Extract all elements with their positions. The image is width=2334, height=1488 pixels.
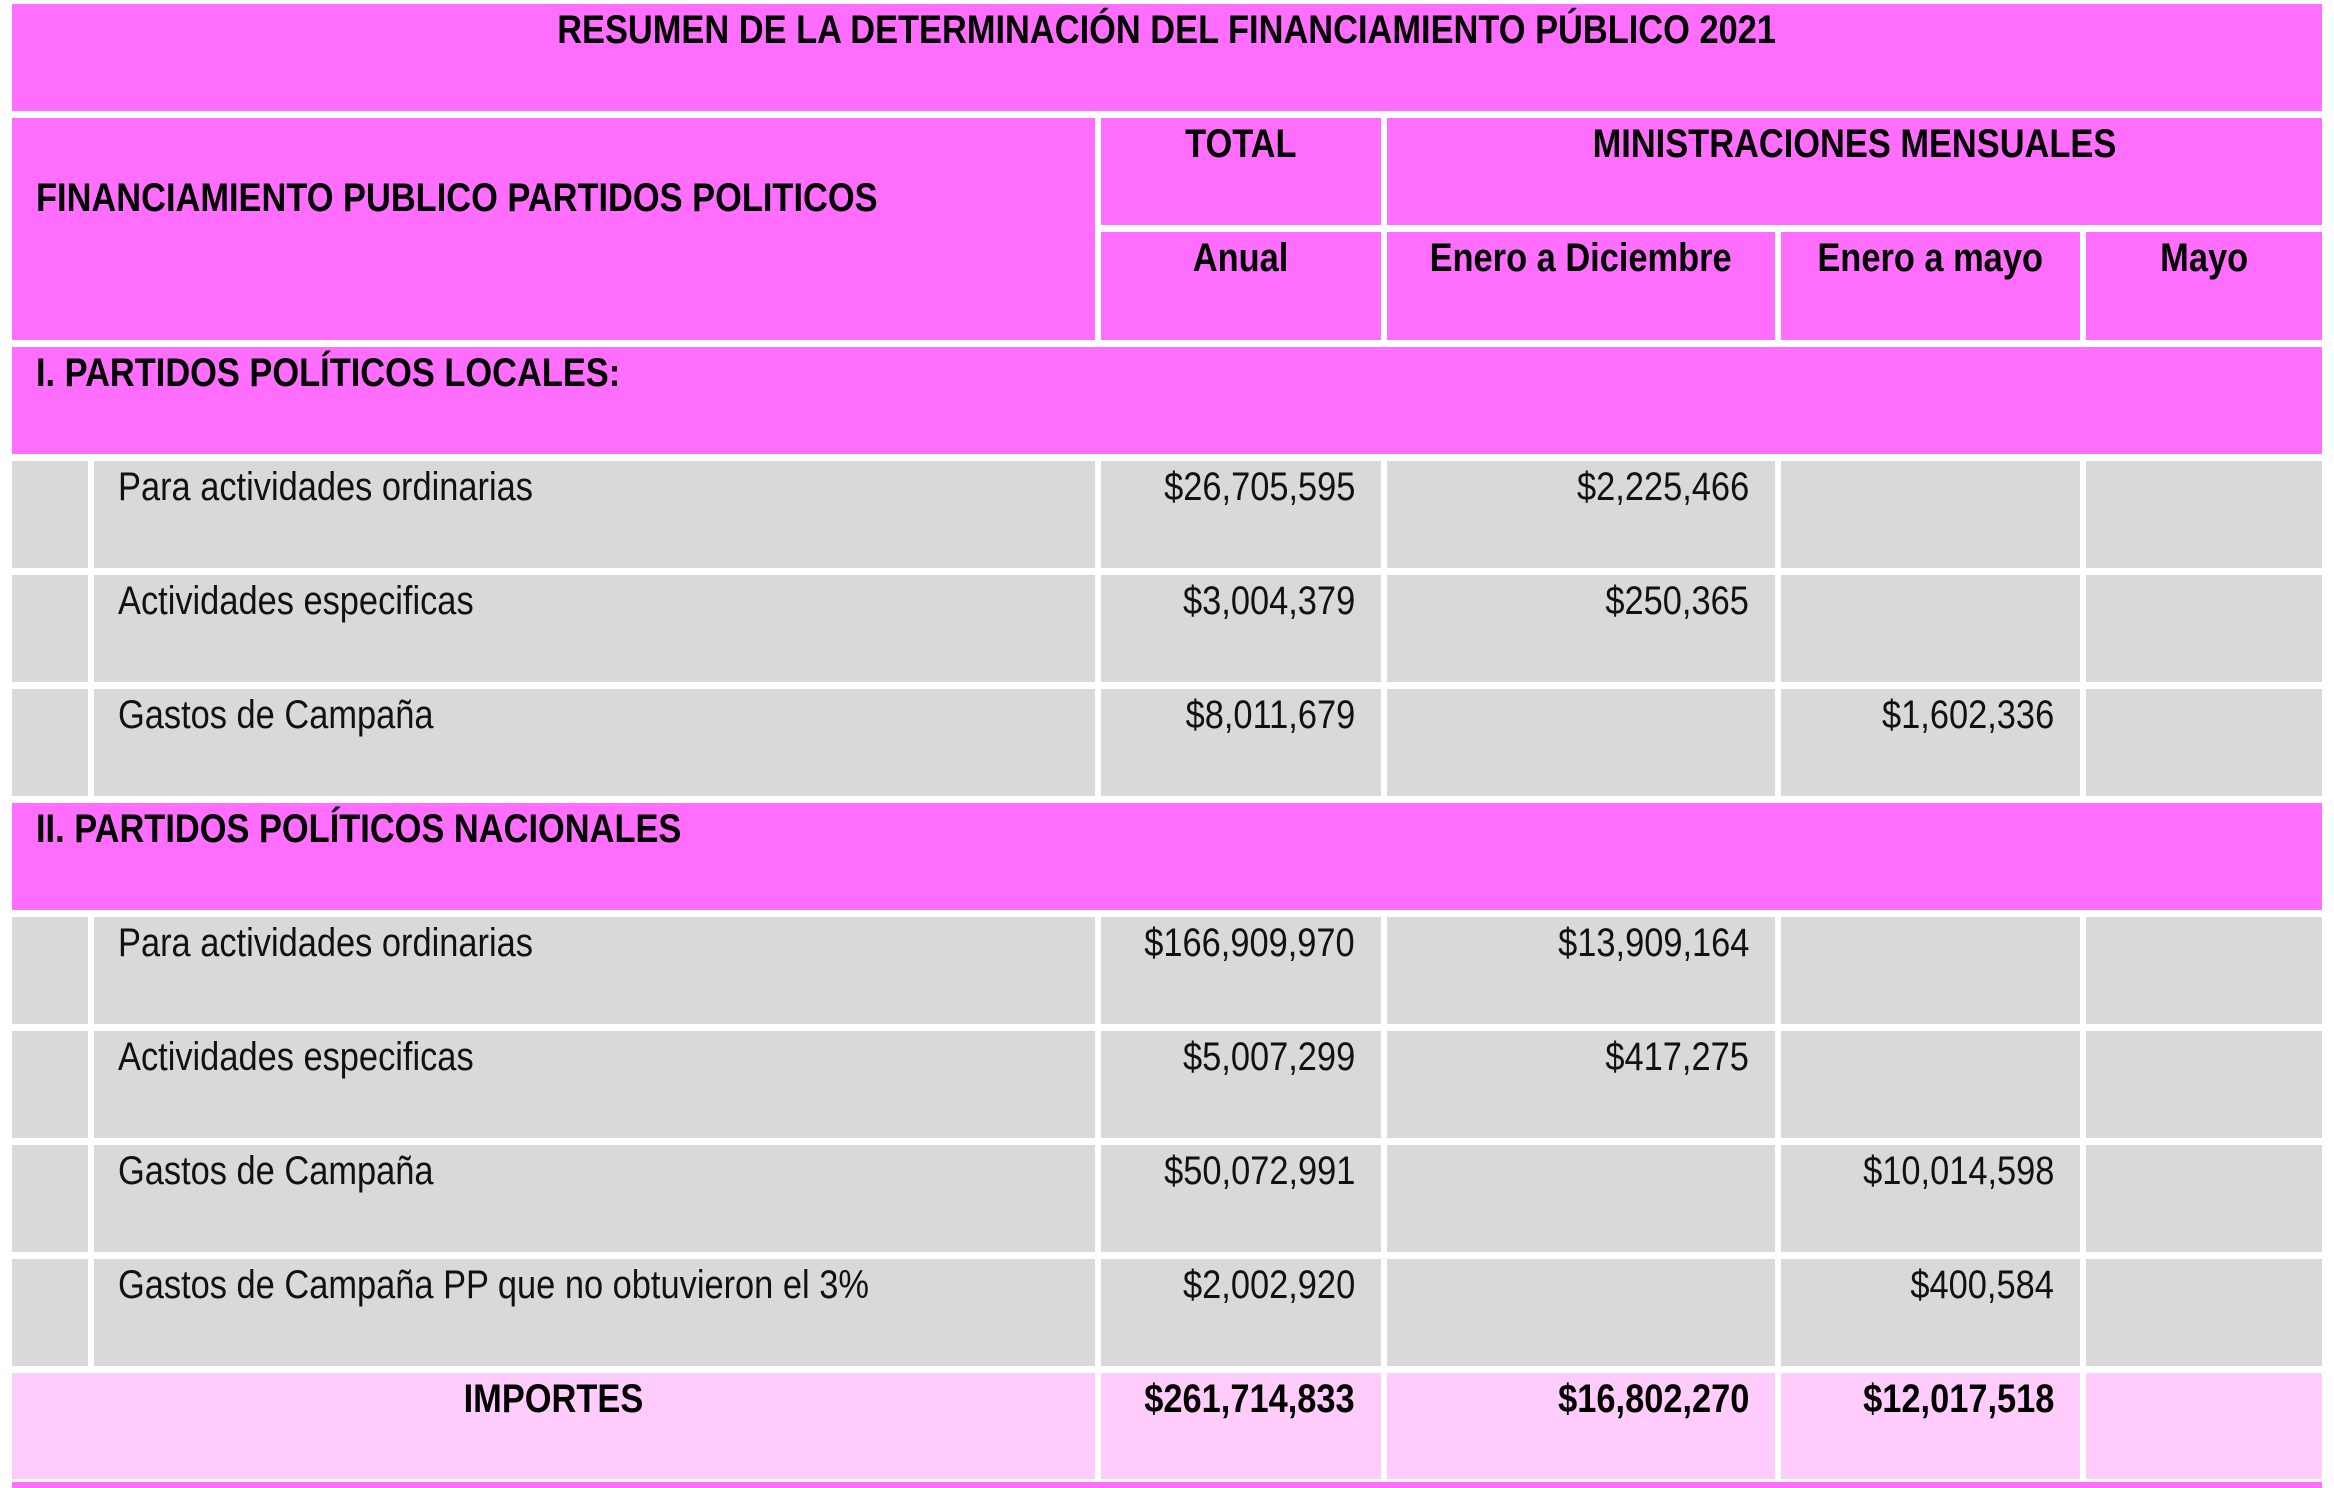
totals-anual: $261,714,833	[1101, 1373, 1381, 1479]
row-anual: $3,004,379	[1101, 575, 1381, 682]
row-concept: Gastos de Campaña PP que no obtuvieron el 3%	[94, 1259, 1095, 1366]
row-mayo	[2086, 575, 2322, 682]
row-enero-diciembre: $13,909,164	[1387, 917, 1775, 1024]
row-enero-mayo: $1,602,336	[1781, 689, 2080, 796]
row-mayo	[2086, 1259, 2322, 1366]
row-mayo	[2086, 917, 2322, 1024]
totals-enero-mayo: $12,017,518	[1781, 1373, 2080, 1479]
row-concept: Actividades especificas	[94, 575, 1095, 682]
row-indent	[12, 575, 88, 682]
row-mayo	[2086, 461, 2322, 568]
bottom-border	[12, 1482, 2322, 1488]
totals-label: IMPORTES	[12, 1373, 1095, 1479]
totals-mayo	[2086, 1373, 2322, 1479]
row-mayo	[2086, 1031, 2322, 1138]
table-title	[12, 4, 2322, 111]
row-enero-diciembre: $2,225,466	[1387, 461, 1775, 568]
row-anual: $8,011,679	[1101, 689, 1381, 796]
row-indent	[12, 917, 88, 1024]
section-title: I. PARTIDOS POLÍTICOS LOCALES:	[12, 347, 2322, 454]
row-concept: Gastos de Campaña	[94, 689, 1095, 796]
row-indent	[12, 1145, 88, 1252]
table-title-text: RESUMEN DE LA DETERMINACIÓN DEL FINANCIAMIENTO PÚBLICO 2021	[557, 8, 1777, 52]
row-mayo	[2086, 689, 2322, 796]
row-enero-mayo	[1781, 1031, 2080, 1138]
row-enero-mayo: $400,584	[1781, 1259, 2080, 1366]
header-enero-mayo: Enero a mayo	[1781, 232, 2080, 340]
header-anual: Anual	[1101, 232, 1381, 340]
row-anual: $5,007,299	[1101, 1031, 1381, 1138]
section-title: II. PARTIDOS POLÍTICOS NACIONALES	[12, 803, 2322, 910]
row-mayo	[2086, 1145, 2322, 1252]
row-anual: $2,002,920	[1101, 1259, 1381, 1366]
row-enero-mayo	[1781, 917, 2080, 1024]
row-concept: Gastos de Campaña	[94, 1145, 1095, 1252]
header-ministraciones: MINISTRACIONES MENSUALES	[1387, 118, 2322, 225]
row-enero-mayo	[1781, 575, 2080, 682]
row-concept: Para actividades ordinarias	[94, 917, 1095, 1024]
row-enero-diciembre	[1387, 689, 1775, 796]
row-indent	[12, 1031, 88, 1138]
row-indent	[12, 1259, 88, 1366]
row-anual: $26,705,595	[1101, 461, 1381, 568]
row-enero-diciembre: $250,365	[1387, 575, 1775, 682]
row-indent	[12, 689, 88, 796]
header-enero-diciembre: Enero a Diciembre	[1387, 232, 1775, 340]
row-concept: Para actividades ordinarias	[94, 461, 1095, 568]
row-enero-mayo: $10,014,598	[1781, 1145, 2080, 1252]
row-concept: Actividades especificas	[94, 1031, 1095, 1138]
row-enero-diciembre: $417,275	[1387, 1031, 1775, 1138]
totals-enero-diciembre: $16,802,270	[1387, 1373, 1775, 1479]
header-total: TOTAL	[1101, 118, 1381, 225]
row-enero-mayo	[1781, 461, 2080, 568]
header-row-label: FINANCIAMIENTO PUBLICO PARTIDOS POLITICOS	[12, 118, 1095, 340]
row-enero-diciembre	[1387, 1259, 1775, 1366]
row-indent	[12, 461, 88, 568]
row-anual: $50,072,991	[1101, 1145, 1381, 1252]
header-mayo: Mayo	[2086, 232, 2322, 340]
row-anual: $166,909,970	[1101, 917, 1381, 1024]
row-enero-diciembre	[1387, 1145, 1775, 1252]
